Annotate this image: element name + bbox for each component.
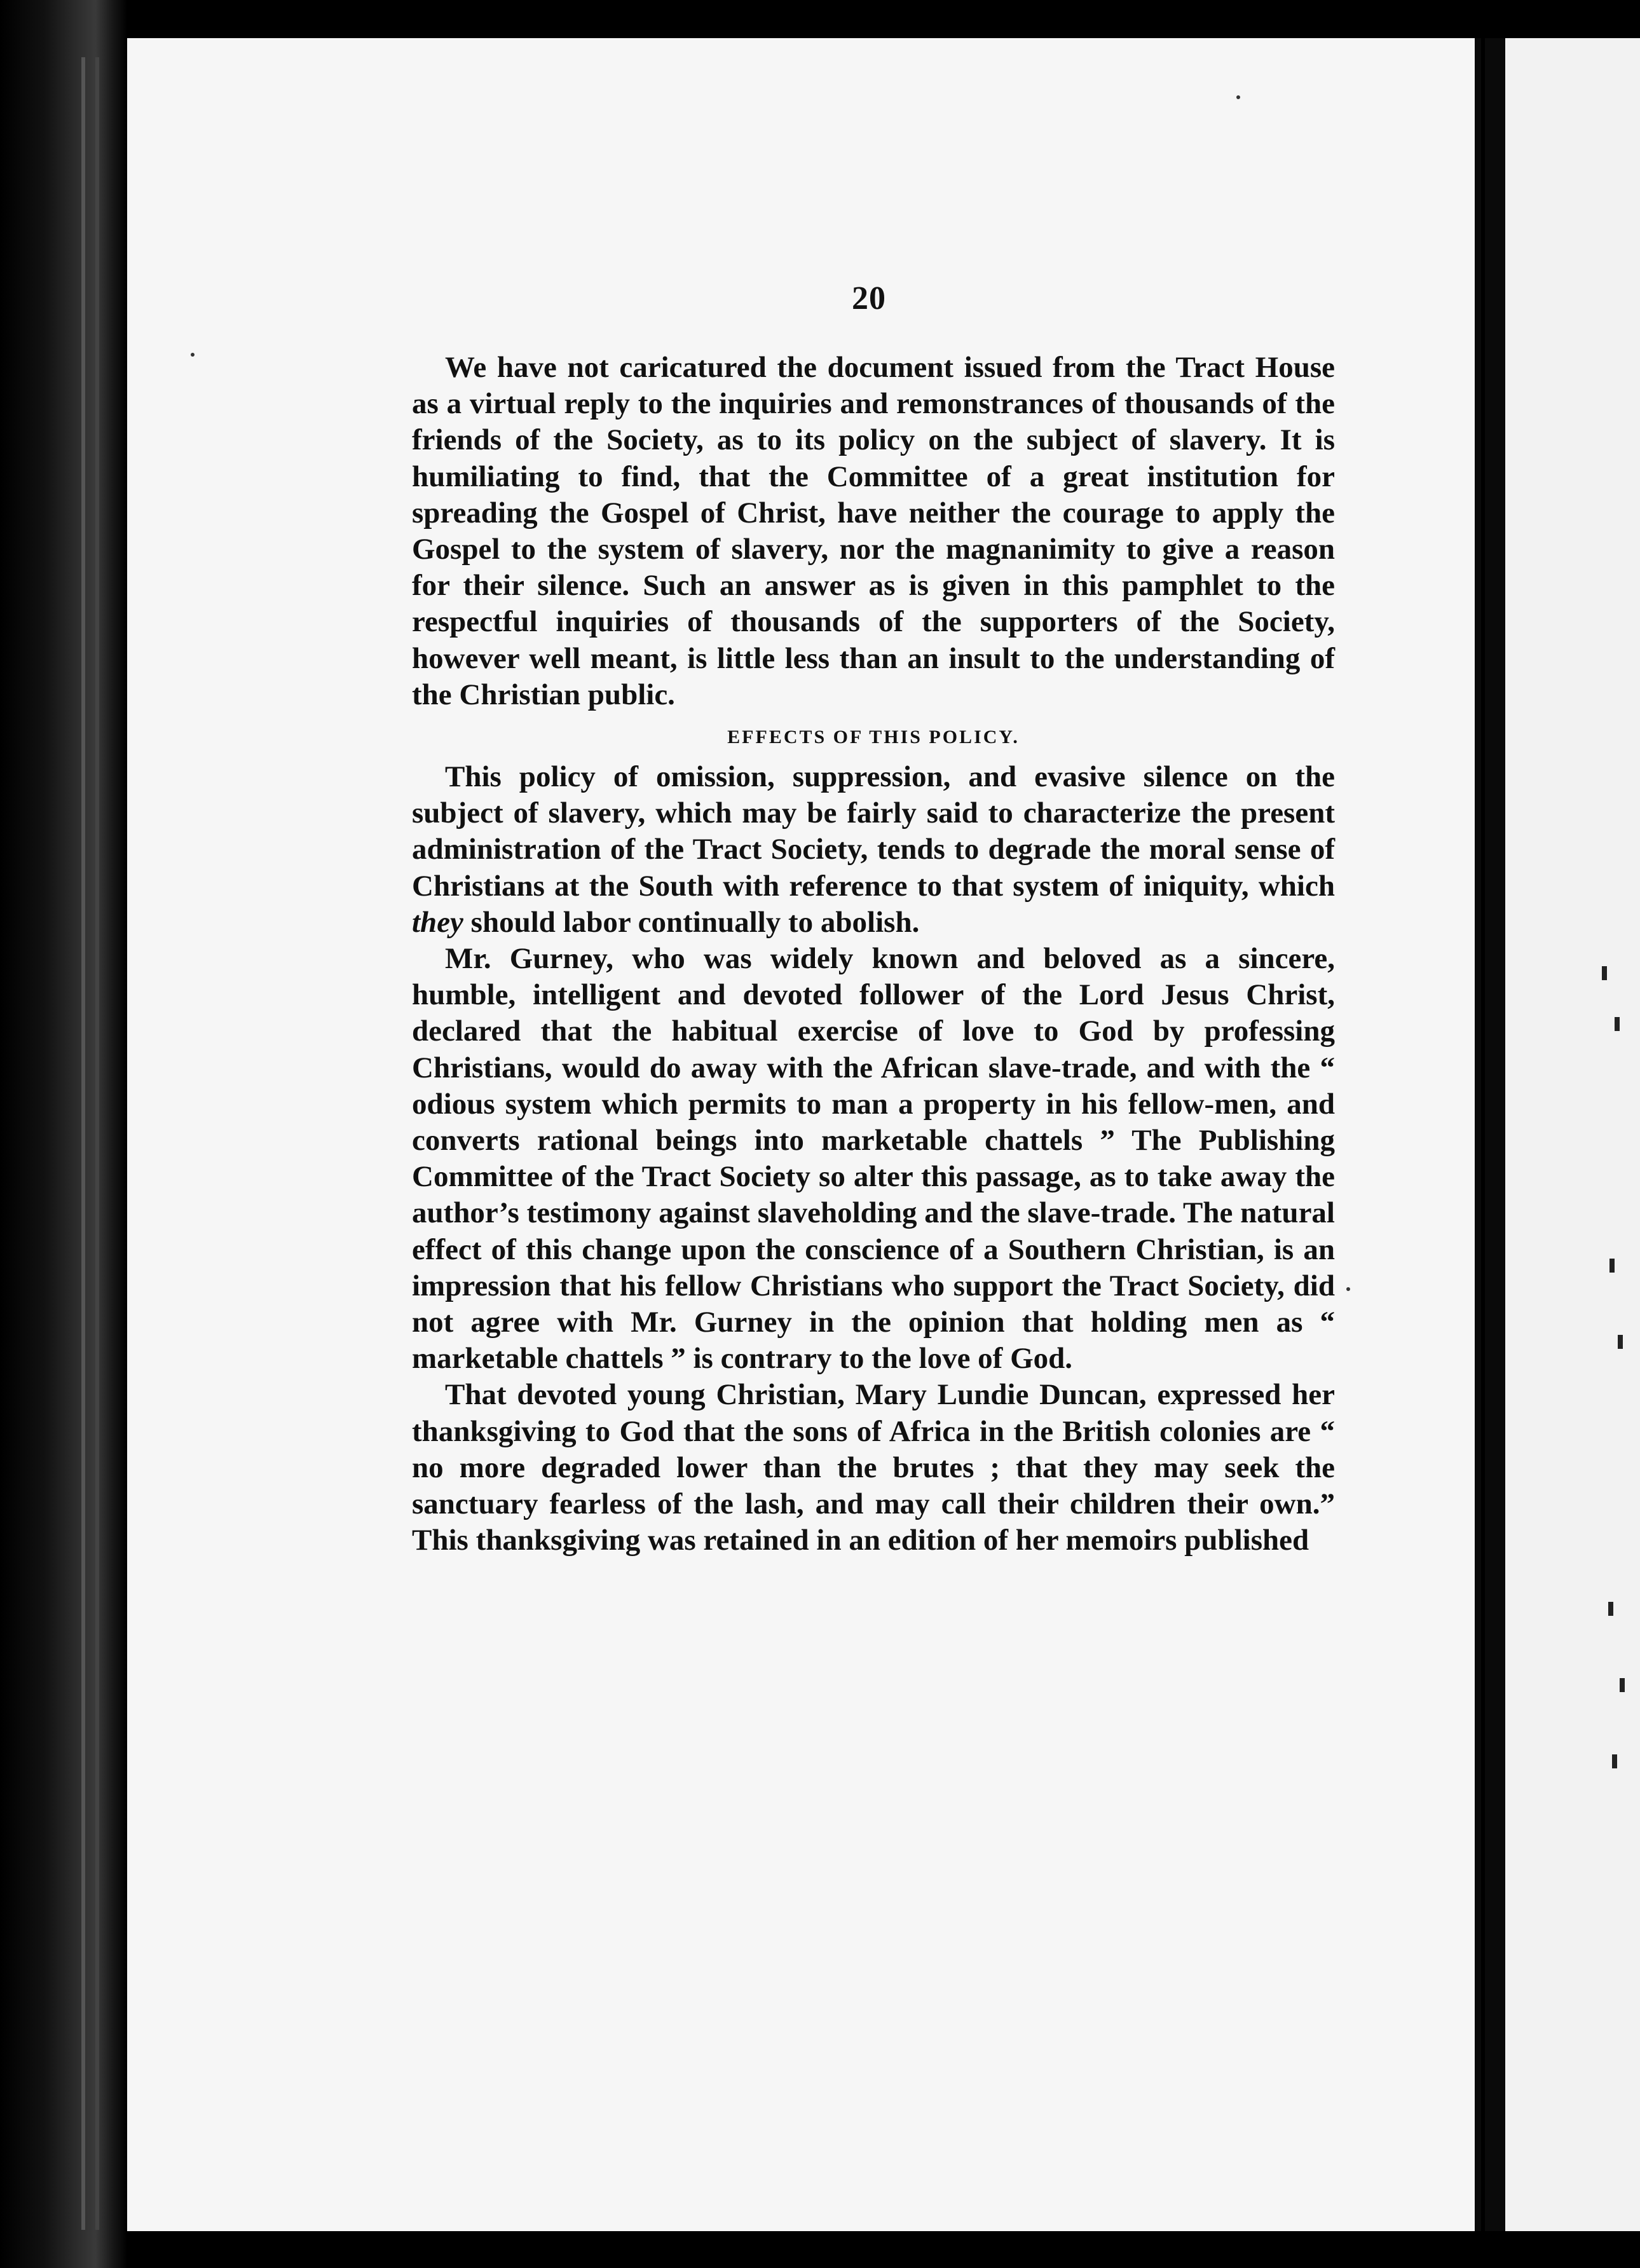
sliver-mark	[1618, 1335, 1623, 1349]
adjacent-page-sliver	[1505, 38, 1640, 2231]
scan-left-border	[0, 0, 127, 2268]
speck	[191, 353, 195, 357]
sliver-mark	[1608, 1602, 1613, 1616]
sliver-mark	[1620, 1678, 1625, 1692]
body-text	[412, 350, 1335, 1559]
sliver-mark	[1609, 1259, 1615, 1273]
page-number: 20	[852, 280, 886, 317]
paragraph-2-italic: they	[412, 905, 463, 939]
page-edge-stripe	[95, 57, 99, 2230]
paragraph-2-text-b: should labor continually to abolish.	[463, 905, 920, 939]
paragraph-2	[412, 759, 1335, 941]
section-heading: EFFECTS OF THIS POLICY.	[727, 727, 1020, 748]
sliver-mark	[1612, 1754, 1617, 1768]
paragraph-1: We have not caricatured the document issued from the Tract House as a virtual reply to the inquiries and remonstrances of thousands of the friends of the Society, as to its policy on the subject of slavery. It is humiliating to find, that the Committee of a great institution for spreading the Gospel of Christ, have neither the courage to apply the Gospel to the system of slavery, nor the magnanimity to give a reason for their silence. Such an answer as is given in this pamphlet to the respectful inquiries of thousands of the supporters of the Society, however well meant, is little less than an insult to the understanding of the Christian public.	[412, 351, 1335, 711]
speck	[1346, 1287, 1350, 1291]
gutter-line	[1481, 38, 1485, 2231]
paragraph-4: That devoted young Christian, Mary Lundie Duncan, expressed her thanksgiving to God that the sons of Africa in the British colonies are “ no more degraded lower than the brutes ; that they may seek the sanctuary fearless of the lash, and may call their children their own.” This thanksgiving was retained in an edition of her memoirs published	[412, 1378, 1335, 1557]
paragraph-2-text-a: This policy of omission, suppression, and evasive silence on the subject of slavery, which may be fairly said to characterize the present administration of the Tract Society, tends to degrade the moral sense of Christians at the South with reference to that system of iniquity, which	[412, 760, 1335, 903]
speck	[1236, 95, 1240, 99]
sliver-mark	[1615, 1017, 1620, 1031]
page-edge-stripe	[81, 57, 85, 2230]
page-gutter	[1475, 38, 1505, 2231]
sliver-mark	[1602, 966, 1607, 980]
paragraph-3: Mr. Gurney, who was widely known and beloved as a sincere, humble, intelligent and devoted follower of the Lord Jesus Christ, declared that the habitual exercise of love to God by professing Christians, would do away with the African slave-trade, and with the “ odious system which permits to man a property in his fellow-men, and converts rational beings into marketable chattels ” The Publishing Committee of the Tract Society so alter this passage, as to take away the author’s testimony against slaveholding and the slave-trade. The natural effect of this change upon the conscience of a Southern Christian, is an impression that his fellow Christians who support the Tract Society, did not agree with Mr. Gurney in the opinion that holding men as “ marketable chattels ” is contrary to the love of God.	[412, 942, 1335, 1376]
